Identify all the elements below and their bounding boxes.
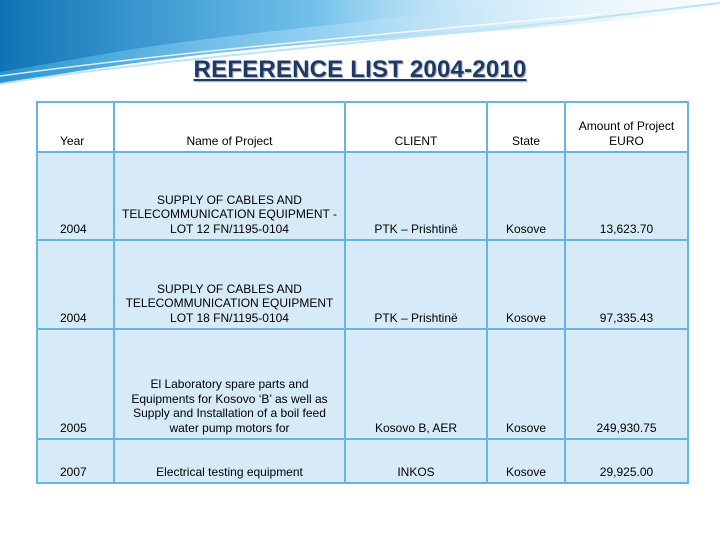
table-row xyxy=(37,152,688,240)
reference-table xyxy=(36,101,689,484)
cell-name: El Laboratory spare parts and Equipments for Kosovo ‘B’ as well as Supply and Installation of a boil feed water pump motors for xyxy=(114,329,345,439)
header-swoosh-decoration xyxy=(0,0,720,110)
cell-year: 2007 xyxy=(37,439,114,483)
cell-client: PTK – Prishtinë xyxy=(345,240,487,329)
table-row xyxy=(37,240,688,329)
cell-name: Electrical testing equipment xyxy=(114,439,345,483)
cell-client: Kosovo B, AER xyxy=(345,329,487,439)
cell-amount: 249,930.75 xyxy=(565,329,688,439)
cell-name: SUPPLY OF CABLES AND TELECOMMUNICATION EQUIPMENT - LOT 12 FN/1195-0104 xyxy=(114,152,345,240)
header-client: CLIENT xyxy=(345,102,487,152)
cell-state: Kosove xyxy=(487,240,565,329)
cell-amount: 97,335.43 xyxy=(565,240,688,329)
header-amount: Amount of Project EURO xyxy=(565,102,688,152)
cell-year: 2004 xyxy=(37,152,114,240)
header-name: Name of Project xyxy=(114,102,345,152)
cell-name: SUPPLY OF CABLES AND TELECOMMUNICATION EQUIPMENT LOT 18 FN/1195-0104 xyxy=(114,240,345,329)
cell-client: PTK – Prishtinë xyxy=(345,152,487,240)
cell-state: Kosove xyxy=(487,329,565,439)
cell-client: INKOS xyxy=(345,439,487,483)
table-row xyxy=(37,329,688,439)
table-row xyxy=(37,439,688,483)
cell-amount: 13,623.70 xyxy=(565,152,688,240)
cell-year: 2004 xyxy=(37,240,114,329)
table-header-row xyxy=(37,102,688,152)
cell-amount: 29,925.00 xyxy=(565,439,688,483)
cell-year: 2005 xyxy=(37,329,114,439)
header-state: State xyxy=(487,102,565,152)
header-year: Year xyxy=(37,102,114,152)
page-title: REFERENCE LIST 2004-2010 xyxy=(193,56,527,83)
cell-state: Kosove xyxy=(487,152,565,240)
cell-state: Kosove xyxy=(487,439,565,483)
